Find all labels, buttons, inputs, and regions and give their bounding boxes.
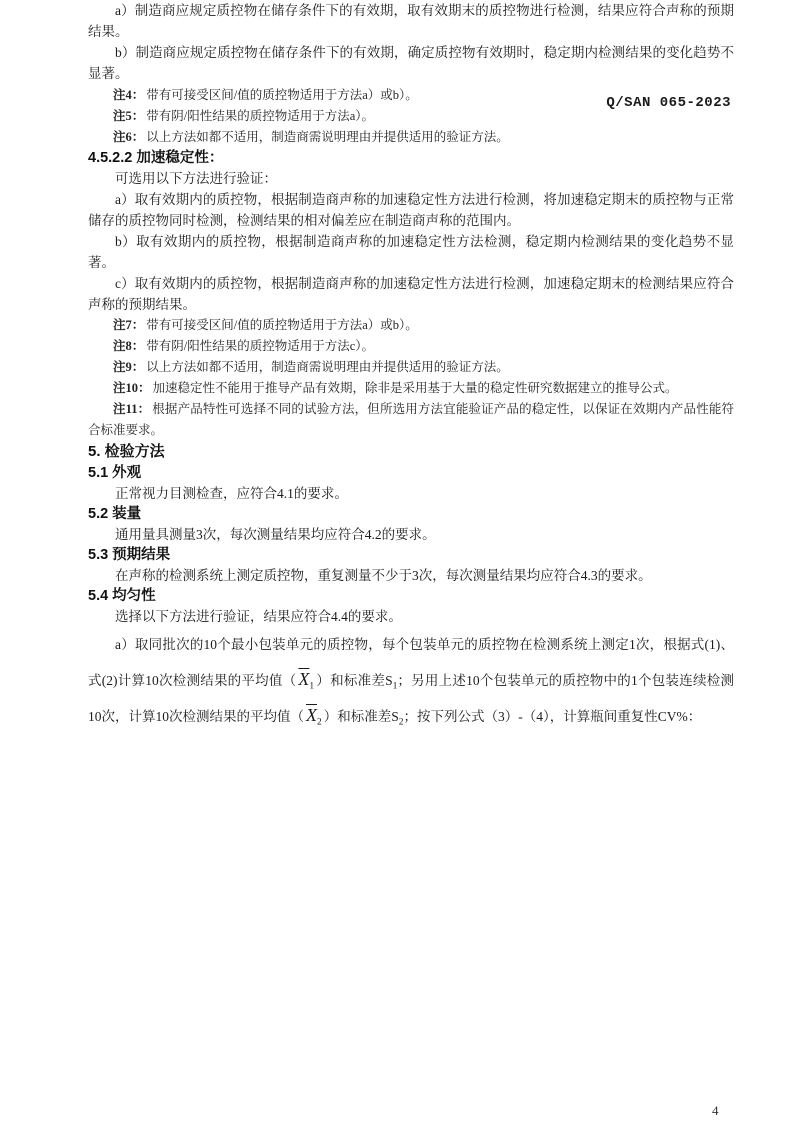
formula-seg-3: ；另用上述10个包装单元的质控物中的1个包装连续检测10次，计算10次检测结果的平均值（ (88, 673, 734, 724)
heading-5-3-expected-results: 5.3 预期结果 (88, 547, 171, 563)
note-8-text: 带有阴/阳性结果的质控物适用于方法c）。 (146, 339, 375, 353)
note-9-text: 以上方法如都不适用，制造商需说明理由并提供适用的验证方法。 (146, 360, 509, 374)
note-10 (88, 378, 734, 399)
paragraph-5-4-item-a (88, 627, 734, 734)
paragraph-accel-item-b: b）取有效期内的质控物，根据制造商声称的加速稳定性方法检测，稳定期内检测结果的变化趋势不显著。 (88, 234, 734, 270)
s1-subscript: 1 (392, 681, 398, 692)
note-6-label: 注6： (113, 130, 145, 144)
formula-seg-2: ）和标准差S (316, 673, 393, 688)
note-7 (88, 315, 734, 336)
xbar-1-formula (296, 669, 316, 692)
note-8-label: 注8： (113, 339, 145, 353)
notes-group-accelerated (88, 315, 734, 441)
note-11-text: 根据产品特性可选择不同的试验方法，但所选用方法宜能验证产品的稳定性，以保证在效期内产品性能符合标准要求。 (88, 402, 734, 437)
heading-5-inspection-methods: 5. 检验方法 (88, 443, 165, 460)
paragraph-5-4-intro: 选择以下方法进行验证，结果应符合4.4的要求。 (115, 609, 402, 624)
heading-4-5-2-2: 4.5.2.2 加速稳定性： (88, 150, 224, 166)
note-5-label: 注5： (113, 109, 145, 123)
note-7-text: 带有可接受区间/值的质控物适用于方法a）或b）。 (146, 318, 418, 332)
note-4 (88, 85, 734, 106)
note-10-text: 加速稳定性不能用于推导产品有效期，除非是采用基于大量的稳定性研究数据建立的推导公式。 (152, 381, 678, 395)
notes-group-real-time (88, 85, 734, 148)
note-8 (88, 336, 734, 357)
paragraph-5-1-body: 正常视力目测检查，应符合4.1的要求。 (115, 486, 348, 501)
page-number: 4 (712, 1103, 719, 1118)
header-doc-code: Q/SAN 065-2023 (606, 95, 731, 111)
page-content (88, 0, 734, 734)
note-4-text: 带有可接受区间/值的质控物适用于方法a）或b）。 (146, 88, 418, 102)
xbar-2-symbol: $\overline{X}$ (306, 705, 317, 725)
note-5 (88, 106, 734, 127)
heading-5-4-homogeneity: 5.4 均匀性 (88, 588, 156, 604)
note-11 (88, 399, 734, 441)
note-9-label: 注9： (113, 360, 145, 374)
s2-subscript: 2 (398, 717, 404, 728)
xbar-2-formula (304, 705, 324, 728)
xbar-2-subscript: 2 (317, 717, 322, 728)
formula-seg-4: ）和标准差S (323, 709, 399, 724)
paragraph-accel-item-c: c）取有效期内的质控物，根据制造商声称的加速稳定性方法进行检测，加速稳定期末的检测结果应符合声称的预期结果。 (88, 276, 734, 312)
formula-seg-1: a）取同批次的10个最小包装单元的质控物，每个包装单元的质控物在检测系统上测定1次，根据式(1)、式(2)计算10次检测结果的平均值（ (88, 637, 734, 688)
heading-5-2-fill-volume: 5.2 装量 (88, 506, 142, 522)
formula-seg-5: ；按下列公式（3）-（4），计算瓶间重复性CV%： (403, 709, 702, 724)
xbar-1-subscript: 1 (309, 681, 315, 692)
paragraph-storage-item-b: b）制造商应规定质控物在储存条件下的有效期，确定质控物有效期时，稳定期内检测结果的变化趋势不显著。 (88, 45, 734, 81)
note-7-label: 注7： (113, 318, 145, 332)
paragraph-5-2-body: 通用量具测量3次，每次测量结果均应符合4.2的要求。 (115, 527, 436, 542)
note-11-label: 注11： (113, 402, 151, 416)
paragraph-accel-item-a: a）取有效期内的质控物，根据制造商声称的加速稳定性方法进行检测，将加速稳定期末的质控物与正常储存的质控物同时检测，检测结果的相对偏差应在制造商声称的范围内。 (88, 192, 734, 228)
paragraph-5-3-body: 在声称的检测系统上测定质控物，重复测量不少于3次，每次测量结果均应符合4.3的要求。 (115, 568, 652, 583)
note-5-text: 带有阴/阳性结果的质控物适用于方法a）。 (146, 109, 375, 123)
paragraph-accel-intro: 可选用以下方法进行验证： (115, 171, 277, 186)
heading-5-1-appearance: 5.1 外观 (88, 465, 142, 481)
paragraph-storage-item-a: a）制造商应规定质控物在储存条件下的有效期，取有效期末的质控物进行检测，结果应符合声称的预期结果。 (88, 3, 734, 39)
note-10-label: 注10： (113, 381, 151, 395)
xbar-1-symbol: $\overline{X}$ (298, 669, 310, 689)
note-4-label: 注4： (113, 88, 145, 102)
note-9 (88, 357, 734, 378)
note-6 (88, 127, 734, 148)
note-6-text: 以上方法如都不适用，制造商需说明理由并提供适用的验证方法。 (146, 130, 509, 144)
